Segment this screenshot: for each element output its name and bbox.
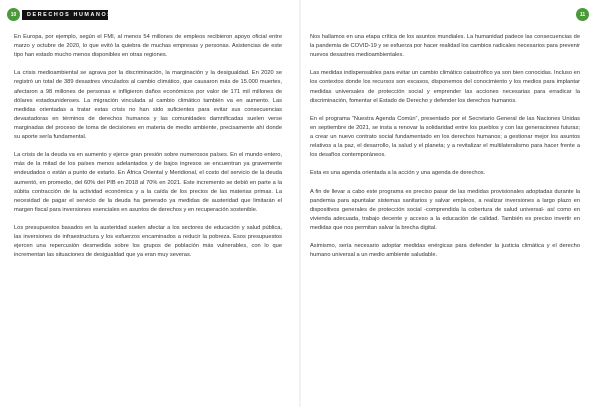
section-title-bar: DERECHOS HUMANOS	[22, 10, 108, 20]
right-paragraph-5: A fin de llevar a cabo este programa es preciso pasar de las medidas provisionales adoptadas durante la pandemia para apuntalar sistemas sanitarios y salvar empleos, a realizar inversiones a largo plazo en dispositivos generales de protección social -comprendida la cobertura de salud universal- así como en vivienda adecuada, trabajo decente y acceso a la educación de calidad. También es preciso invertir en medidas que nos permitan salvar la brecha digital.	[310, 188, 580, 231]
left-text-column	[14, 33, 282, 269]
left-paragraph-1: En Europa, por ejemplo, según el FMI, al menos 54 millones de empleos recibieron apoyo oficial entre marzo y octubre de 2020, lo que evitó la quiebra de muchas empresas y personas. Asistencias de este tipo han estado mucho menos disponibles en otras regiones.	[14, 34, 282, 59]
left-paragraph-4: Los presupuestos basados en la austeridad suelen afectar a los sectores de educación y salud pública, las inversiones de infraestructura y los esfuerzos encaminados a reducir la pobreza. Esos presupuestos ejercen una repercusión desmedida sobre los grupos de población más vulnerables, con lo que incrementan las situaciones de desigualdad que ya eran muy severas.	[14, 224, 282, 259]
right-paragraph-4: Esta es una agenda orientada a la acción y una agenda de derechos.	[310, 170, 486, 177]
right-page	[300, 0, 600, 407]
right-paragraph-2: Las medidas indispensables para evitar un cambio climático catastrófico ya son bien conocidas. Incluso en los contextos donde los recursos son escasos, disponemos del conocimiento y los medios para implantar medidas universales de protección social y emprender las acciones necesarias para erradicar la discriminación, fomentar el Estado de Derecho y defender los derechos humanos.	[310, 70, 580, 104]
right-page-number: 11	[576, 8, 589, 21]
right-paragraph-3: En el programa “Nuestra Agenda Común”, presentado por el Secretario General de las Naciones Unidas en septiembre de 2021, se insta a renovar la solidaridad entre los pueblos y con las generaciones futuras; a crear un nuevo contrato social fundamentado en los derechos humanos; a gestionar mejor los asuntos relativos a la paz, el desarrollo, la salud y el planeta; y a revitalizar el multilateralismo para hacer frente a los desafíos contemporáneos.	[310, 115, 580, 159]
right-paragraph-6: Asimismo, sería necesario adoptar medidas enérgicas para defender la justicia climática y el derecho humano universal a un medio ambiente saludable.	[310, 243, 580, 259]
right-paragraph-1: Nos hallamos en una etapa crítica de los asuntos mundiales. La humanidad padece las consecuencias de la pandemia de COVID-19 y se esfuerza por hacer realidad los cambios radicales necesarios para prevenir nuevos desastres medioambientales.	[310, 34, 580, 59]
left-page-number: 10	[7, 8, 20, 21]
left-paragraph-3: La crisis de la deuda va en aumento y ejerce gran presión sobre numerosos países. En el mundo entero, más de la mitad de los países menos adelantados y de bajos ingresos se encuentran ya gravemente endeudados o están a punto de estarlo. En África Oriental y Meridional, el costo del servicio de la deuda aumentó, en promedio, del 60% del PIB en 2018 al 70% en 2021. Este incremento se debió en parte a la súbita contracción de la actividad económica y a la caída de los precios de las materias primas. La necesidad de pagar el servicio de la deuda ha generado ya medidas de austeridad que limitarán el margen fiscal para inversiones esenciales en asuntos de derechos y en recuperación sostenible.	[14, 152, 282, 213]
left-paragraph-2: La crisis medioambiental se agrava por la discriminación, la marginación y la desigualdad. En 2020 se registró un total de 389 desastres vinculados al cambio climático, que causaron más de 15.000 muertes, afectaron a 98 millones de personas e infligieron daños económicos por valor de 171 mil millones de dólares estadounidenses. La migración vinculada al cambio climático también va en aumento. Las medidas orientadas a tratar estas crisis no han sido suficientes para evitar sus consecuencias devastadoras en términos de derechos humanos y las comunidades damnificadas suelen verse marginadas del proceso de toma de decisiones en materia de medio ambiente, precisamente ahí donde su aporte sería fundamental.	[14, 70, 282, 141]
right-text-column	[310, 33, 580, 269]
